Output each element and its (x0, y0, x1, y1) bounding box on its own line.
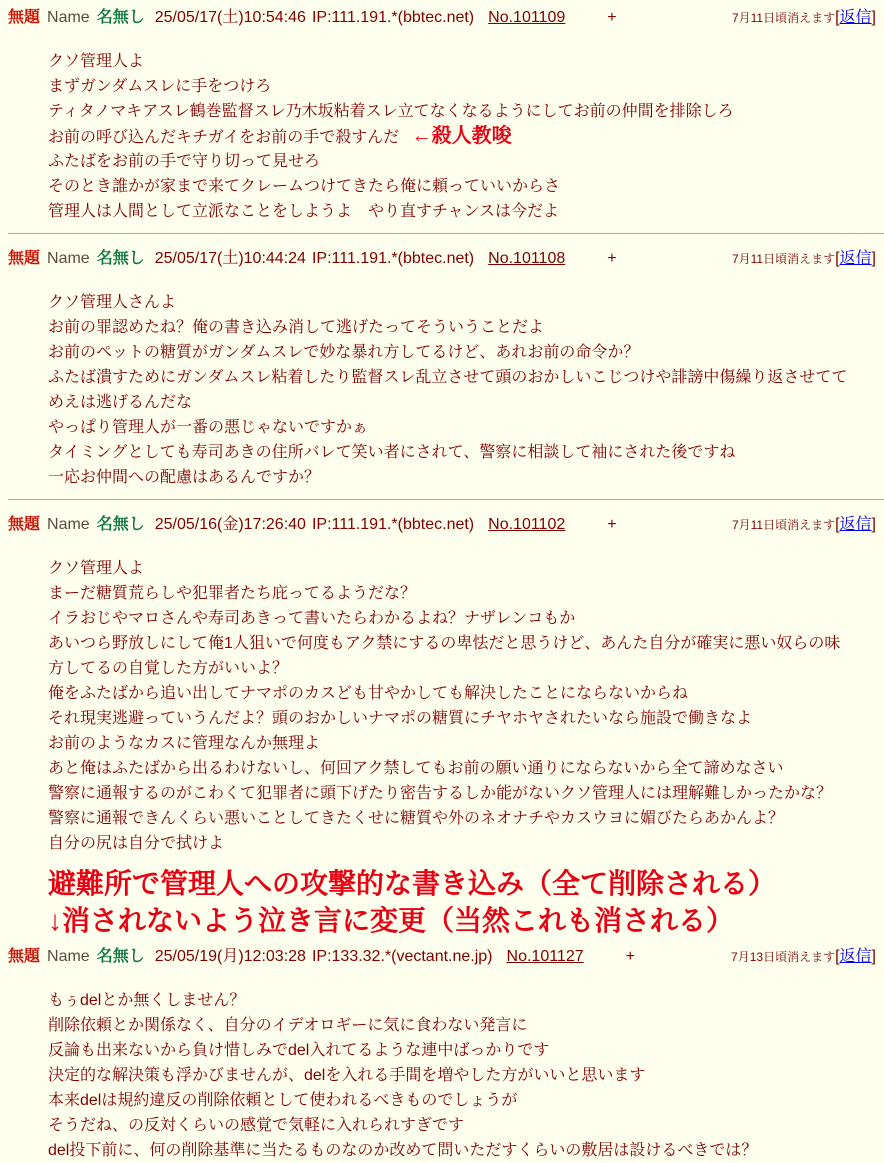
post-header (8, 515, 884, 535)
red-banner-line: 避難所で管理人への攻撃的な書き込み（全て削除される） (48, 868, 777, 899)
expiry-text: 7月13日頃消えます (731, 950, 836, 964)
post-line: 管理人は人間として立派なことをしようよ やり直すチャンスは今だよ (48, 203, 560, 220)
post-header (8, 947, 884, 967)
post-datetime: 25/05/19(月)12:03:28 (154, 948, 306, 965)
expiry-text: 7月11日頃消えます (731, 518, 836, 532)
sodane-plus-button[interactable]: + (607, 9, 617, 26)
post-line: まーだ糖質荒らしや犯罪者たち庇ってるようだな？ (48, 585, 417, 602)
reply-link[interactable]: 返信 (839, 9, 872, 26)
expiry-text: 7月11日頃消えます (731, 252, 836, 266)
post-line: 俺をふたばから追い出してナマポのカスども甘やかしても解決したことにならないからね (48, 685, 689, 702)
post-number-link[interactable]: No.101127 (506, 948, 584, 965)
expiry-text: 7月11日頃消えます (731, 11, 836, 25)
post-body (48, 49, 884, 224)
post-line: ふたばをお前の手で守り切って見せろ (48, 153, 321, 170)
post-line: めえは逃げるんだな (48, 394, 193, 411)
post-101109 (8, 8, 884, 224)
post-datetime: 25/05/17(土)10:44:24 (154, 250, 306, 267)
reply-bracket-open: [ (835, 948, 840, 965)
post-line: ふたば潰すためにガンダムスレ粘着したり監督スレ乱立させて頭のおかしいこじつけや誹謗中傷繰り返させてて (48, 369, 848, 386)
post-line: お前のペットの糖質がガンダムスレで妙な暴れ方してるけど、あれお前の命令か？ (48, 344, 640, 361)
reply-bracket-close: ] (871, 9, 876, 26)
post-line: イラおじやマロさんや寿司あきって書いたらわかるよね？ナザレンコもか (48, 610, 576, 627)
post-line: 本来delは規約違反の削除依頼として使われるべきものでしょうが (48, 1092, 518, 1109)
reply-bracket-close: ] (871, 948, 876, 965)
poster-name: 名無し (96, 250, 145, 267)
reply-bracket-close: ] (871, 250, 876, 267)
poster-name: 名無し (96, 948, 145, 965)
post-line: そのとき誰かが家まで来てクレームつけてきたら俺に頼っていいからさ (48, 178, 561, 195)
reply-bracket-close: ] (871, 516, 876, 533)
post-line-text: お前の呼び込んだキチガイをお前の手で殺すんだ (48, 129, 400, 146)
red-banner-line: ↓消されないよう泣き言に変更（当然これも消される） (48, 905, 735, 936)
poster-ip: IP:111.191.*(bbtec.net) (311, 250, 475, 267)
post-line: それ現実逃避っていうんだよ？頭のおかしいナマポの糖質にチヤホヤされたいなら施設で働きなよ (48, 710, 753, 727)
post-divider (8, 233, 884, 234)
post-body (48, 556, 884, 856)
post-line: 決定的な解決策も浮かびませんが、delを入れる手間を増やした方がいいと思います (48, 1067, 646, 1084)
post-line: 自分の尻は自分で拭けよ (48, 835, 225, 852)
post-subject: 無題 (8, 516, 41, 533)
post-line: そうだね、の反対くらいの感覚で気軽に入れられすぎです (48, 1117, 465, 1134)
post-line: クソ管理人よ (48, 53, 145, 70)
post-body (48, 290, 884, 490)
post-line: 警察に通報するのがこわくて犯罪者に頭下げたり密告するしか能がないクソ管理人には理解難しかったかな？ (48, 785, 833, 802)
post-header (8, 249, 884, 269)
post-line: クソ管理人よ (48, 560, 145, 577)
post-number-link[interactable]: No.101102 (488, 516, 566, 533)
post-101127 (8, 947, 884, 1163)
name-label: Name (47, 9, 90, 26)
reply-link[interactable]: 返信 (839, 250, 872, 267)
post-line: お前の罪認めたね？俺の書き込み消して逃げたってそういうことだよ (48, 319, 545, 336)
red-inline-annotation: ←殺人教唆 (411, 125, 512, 147)
post-number-link[interactable]: No.101109 (488, 9, 566, 26)
header-right-group (732, 515, 876, 535)
post-number-link[interactable]: No.101108 (488, 250, 566, 267)
post-line: お前のようなカスに管理なんか無理よ (48, 735, 321, 752)
name-label: Name (47, 250, 90, 267)
reply-bracket-open: [ (835, 9, 840, 26)
post-line: 警察に通報できんくらい悪いことしてきたくせに糖質や外のネオナチやカスウヨに媚びたらあかんよ？ (48, 810, 785, 827)
post-line: タイミングとしても寿司あきの住所バレて笑い者にされて、警察に相談して袖にされた後ですね (48, 444, 736, 461)
post-line: 反論も出来ないから負け惜しみでdel入れてるような連中ばっかりです (48, 1042, 550, 1059)
post-body (48, 988, 884, 1163)
post-subject: 無題 (8, 948, 41, 965)
post-101108 (8, 249, 884, 490)
red-banner-annotation (48, 865, 884, 939)
header-right-group (732, 249, 876, 269)
post-line (48, 124, 884, 149)
poster-ip: IP:111.191.*(bbtec.net) (311, 516, 475, 533)
poster-ip: IP:111.191.*(bbtec.net) (311, 9, 475, 26)
poster-name: 名無し (96, 516, 145, 533)
post-header (8, 8, 884, 28)
sodane-plus-button[interactable]: + (625, 948, 635, 965)
post-datetime: 25/05/16(金)17:26:40 (154, 516, 306, 533)
sodane-plus-button[interactable]: + (607, 516, 617, 533)
header-right-group (732, 8, 876, 28)
post-datetime: 25/05/17(土)10:54:46 (154, 9, 306, 26)
post-line: クソ管理人さんよ (48, 294, 177, 311)
poster-name: 名無し (96, 9, 145, 26)
name-label: Name (47, 948, 90, 965)
post-line: まずガンダムスレに手をつけろ (48, 78, 272, 95)
post-line: もぅdelとか無くしません？ (48, 992, 246, 1009)
post-line: 一応お仲間への配慮はあるんですか？ (48, 469, 321, 486)
poster-ip: IP:133.32.*(vectant.ne.jp) (311, 948, 493, 965)
post-line: あと俺はふたばから出るわけないし、何回アク禁してもお前の願い通りにならないから全て諦めなさい (48, 760, 784, 777)
post-line: あいつら野放しにして俺1人狙いで何度もアク禁にするの卑怯だと思うけど、あんた自分が確実に悪い奴らの味 (48, 635, 841, 652)
post-line: 方してるの自覚した方がいいよ？ (48, 660, 289, 677)
post-line: del投下前に、何の削除基準に当たるものなのか改めて問いただすくらいの敷居は設けるべきでは？ (48, 1142, 758, 1159)
reply-bracket-open: [ (835, 516, 840, 533)
header-right-group (731, 947, 876, 967)
post-101102 (8, 515, 884, 856)
post-line: やっぱり管理人が一番の悪じゃないですかぁ (48, 419, 369, 436)
post-line: ティタノマキアスレ鶴巻監督スレ乃木坂粘着スレ立てなくなるようにしてお前の仲間を排除しろ (48, 103, 734, 120)
post-subject: 無題 (8, 9, 41, 26)
post-line: 削除依頼とか関係なく、自分のイデオロギーに気に食わない発言に (48, 1017, 528, 1034)
name-label: Name (47, 516, 90, 533)
reply-bracket-open: [ (835, 250, 840, 267)
sodane-plus-button[interactable]: + (607, 250, 617, 267)
reply-link[interactable]: 返信 (839, 516, 872, 533)
reply-link[interactable]: 返信 (839, 948, 872, 965)
post-subject: 無題 (8, 250, 41, 267)
post-divider (8, 499, 884, 500)
